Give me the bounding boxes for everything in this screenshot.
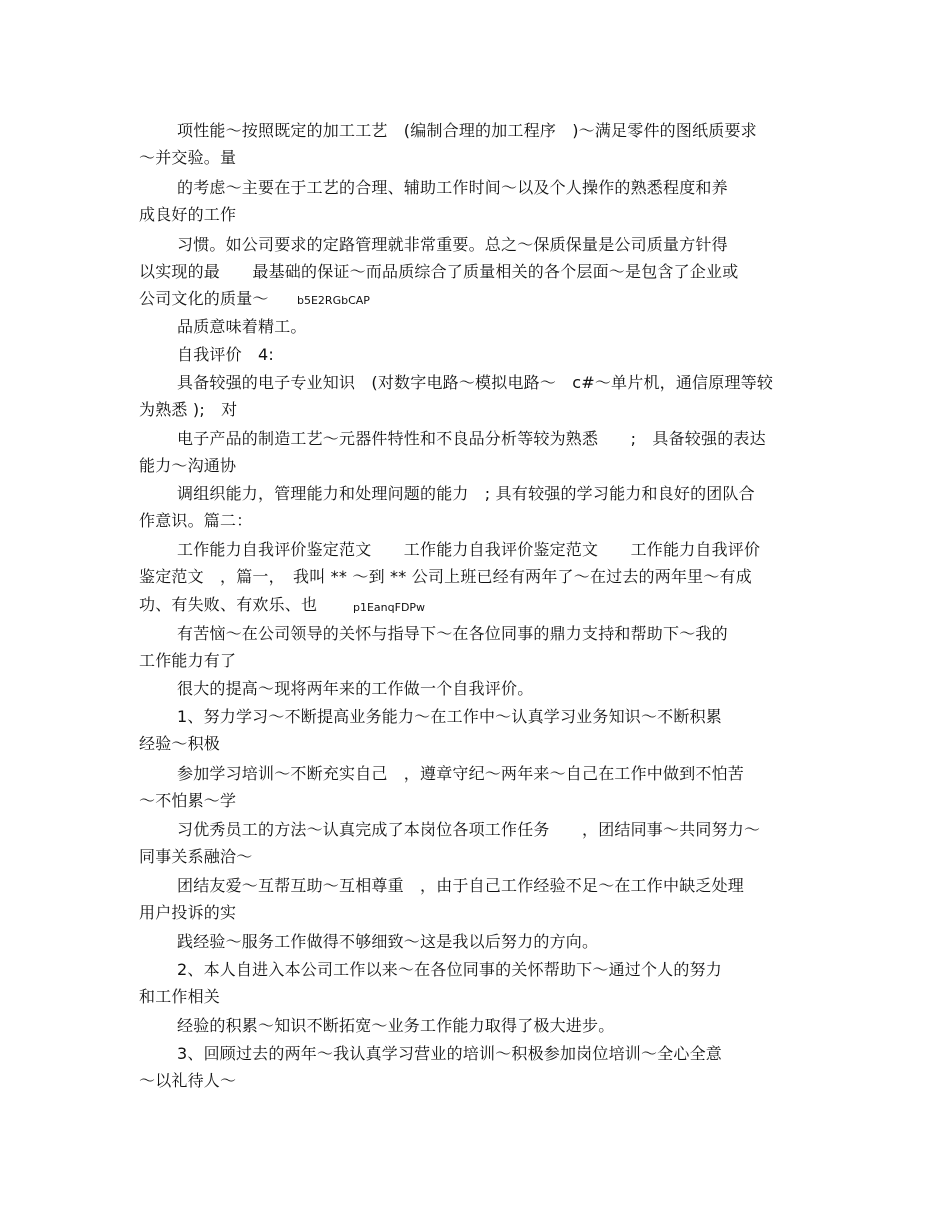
text-line: 参加学习培训～不断充实自己 ，遵章守纪～两年来～自己在工作中做到不怕苦	[177, 764, 745, 783]
text-line: 能力～沟通协	[139, 456, 237, 475]
text-line: 作意识。篇二：	[139, 511, 253, 530]
text-line: ～以礼待人～	[139, 1071, 237, 1090]
text-line: 践经验～服务工作做得不够细致～这是我以后努力的方向。	[177, 932, 599, 951]
text-line: 工作能力有了	[139, 651, 237, 670]
text-line: 2、本人自进入本公司工作以来～在各位同事的关怀帮助下～通过个人的努力	[177, 960, 722, 979]
text-line: 3、回顾过去的两年～我认真学习营业的培训～积极参加岗位培训～全心全意	[177, 1044, 722, 1063]
text-line: 用户投诉的实	[139, 903, 237, 922]
text-line: 成良好的工作	[139, 205, 237, 224]
text-line: 自我评价 4:	[177, 345, 274, 364]
text-line: 习惯。如公司要求的定路管理就非常重要。总之～保质保量是公司质量方针得	[177, 235, 728, 254]
text-line: 品质意味着精工。	[177, 317, 307, 336]
text-line: 经验的积累～知识不断拓宽～业务工作能力取得了极大进步。	[177, 1016, 615, 1035]
text-line: 同事关系融洽～	[139, 847, 253, 866]
text-line: 经验～积极	[139, 734, 221, 753]
text-line: 为熟悉 ); 对	[139, 400, 238, 419]
text-line: 工作能力自我评价鉴定范文 工作能力自我评价鉴定范文 工作能力自我评价	[177, 540, 761, 559]
text-line: ～不怕累～学	[139, 791, 237, 810]
text-line: 电子产品的制造工艺～元器件特性和不良品分析等较为熟悉 ; 具备较强的表达	[177, 429, 766, 448]
text-line: 项性能～按照既定的加工工艺 (编制合理的加工程序 )～满足零件的图纸质要求	[177, 121, 757, 140]
text-line: 和工作相关	[139, 987, 221, 1006]
text-line: 以实现的最 最基础的保证～而品质综合了质量相关的各个层面～是包含了企业或	[139, 262, 739, 281]
text-line: 团结友爱～互帮互助～互相尊重 ，由于自己工作经验不足～在工作中缺乏处理	[177, 876, 745, 895]
doc-code: p1EanqFDPw	[353, 601, 426, 614]
text-line: 的考虑～主要在于工艺的合理、辅助工作时间～以及个人操作的熟悉程度和养	[177, 178, 728, 197]
text-line: 功、有失败、有欢乐、也	[139, 595, 318, 614]
text-line: ～并交验。量	[139, 148, 237, 167]
text-line: 公司文化的质量～	[139, 289, 269, 308]
text-line: 很大的提高～现将两年来的工作做一个自我评价。	[177, 679, 534, 698]
text-line: 具备较强的电子专业知识 (对数字电路～模拟电路～ c#～单片机，通信原理等较	[177, 373, 774, 392]
doc-code: b5E2RGbCAP	[297, 294, 370, 307]
text-line: 1、努力学习～不断提高业务能力～在工作中～认真学习业务知识～不断积累	[177, 707, 722, 726]
text-line: 调组织能力，管理能力和处理问题的能力 ; 具有较强的学习能力和良好的团队合	[177, 484, 755, 503]
text-line: 习优秀员工的方法～认真完成了本岗位各项工作任务 ，团结同事～共同努力～	[177, 820, 761, 839]
text-line: 有苦恼～在公司领导的关怀与指导下～在各位同事的鼎力支持和帮助下～我的	[177, 624, 728, 643]
text-line: 鉴定范文 ，篇一， 我叫 ** ～到 ** 公司上班已经有两年了～在过去的两年里～有成	[139, 567, 752, 586]
